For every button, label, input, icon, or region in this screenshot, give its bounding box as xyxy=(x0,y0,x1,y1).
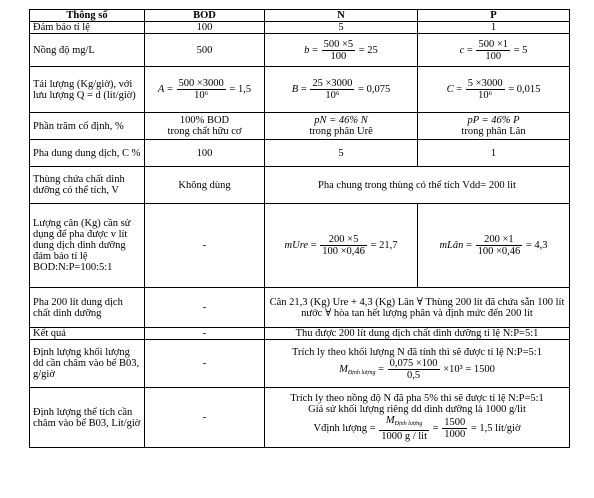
row-mix xyxy=(30,288,570,328)
row-weigh xyxy=(30,204,570,288)
fraction: $\frac{0,075 \times 100}{0,5}$ xyxy=(389,357,438,381)
row-label: Nồng độ mg/L xyxy=(30,34,145,67)
row-mass-dosing xyxy=(30,340,570,388)
cell-n: B = $\frac{25 \times 3000}{\text{10⁶}}$ = 0,075 xyxy=(265,67,418,113)
row-label: Thùng chứa chất dinh dưỡng có thể tích, V xyxy=(30,167,145,204)
fraction: $\frac{5 \times 3000}{\text{10⁶}}$ xyxy=(467,78,503,101)
cell-bod: A = $\frac{500 \times 3000}{\text{10⁶}}$ = 1,5 xyxy=(145,67,265,113)
fraction: $\frac{M_{Định lượng}}{\text{1000 g / lit}}$ xyxy=(381,415,428,442)
cell-n: mUre = $\frac{200 \times 5}{100 \times 0,46}$ = 21,7 xyxy=(265,204,418,288)
row-label: Pha dung dung dịch, C % xyxy=(30,140,145,167)
cell-bod: 100% BOD trong chất hữu cơ xyxy=(145,113,265,140)
row-load xyxy=(30,67,570,113)
cell-bod: 500 xyxy=(145,34,265,67)
cell-p: 1 xyxy=(418,140,570,167)
fraction: $\frac{1500}{1000}$ xyxy=(444,417,466,440)
cell-merged: Cân 21,3 (Kg) Ure + 4,3 (Kg) Lân ∀ Thùng 200 lít đã chứa sẵn 100 lít nước ∀ hòa tan hết lượng phân và định mức đến 200 lít xyxy=(265,288,570,328)
cell-bod: - xyxy=(145,328,265,340)
row-label: Định lượng thể tích cần châm vào bể B03, Lít/giờ xyxy=(30,388,145,448)
row-label: Lượng cân (Kg) cần sử dụng để pha được v lít dung dịch dinh dưỡng đảm bảo tỉ lệ BOD:N:P=100:5:1 xyxy=(30,204,145,288)
cell-p: 1 xyxy=(418,22,570,34)
cell-bod: - xyxy=(145,388,265,448)
cell-bod: Không dùng xyxy=(145,167,265,204)
row-label: Tải lượng (Kg/giờ), với lưu lượng Q = d (lít/giờ) xyxy=(30,67,145,113)
cell-p: pP = 46% P trong phân Lân xyxy=(418,113,570,140)
header-bod: BOD xyxy=(145,10,265,22)
fraction: $\frac{500 \times 3000}{\text{10⁶}}$ xyxy=(178,78,224,101)
cell-bod: - xyxy=(145,204,265,288)
row-concentration xyxy=(30,34,570,67)
cell-merged: Pha chung trong thùng có thể tích Vdd= 200 lit xyxy=(265,167,570,204)
nutrient-table xyxy=(29,9,570,448)
row-percent xyxy=(30,113,570,140)
header-row xyxy=(30,10,570,22)
cell-p: mLân = $\frac{200 \times 1}{100 \times 0,46}$ = 4,3 xyxy=(418,204,570,288)
cell-n: 5 xyxy=(265,22,418,34)
cell-p: C = $\frac{5 \times 3000}{\text{10⁶}}$ = 0,015 xyxy=(418,67,570,113)
header-p: P xyxy=(418,10,570,22)
cell-merged: Thu được 200 lít dung dịch chất dinh dưỡng tỉ lệ N:P=5:1 xyxy=(265,328,570,340)
row-volume-dosing xyxy=(30,388,570,448)
fraction: $\frac{25 \times 3000}{\text{10⁶}}$ xyxy=(312,78,353,101)
mass-formula: $M_{Định lượng}$ = $\frac{0,075 \times 100}{0,5}$ ×10³ = 1500 xyxy=(339,357,495,381)
fraction: $\frac{200 \times 1}{100 \times 0,46}$ xyxy=(477,234,521,257)
fraction: $\frac{200 \times 5}{100 \times 0,46}$ xyxy=(322,234,365,257)
row-tank xyxy=(30,167,570,204)
fraction: $\frac{500 \times 1}{100}$ xyxy=(478,38,508,62)
row-label: Kết quả xyxy=(30,328,145,340)
cell-n: b = $\frac{500 \times 5}{100}$ = 25 xyxy=(265,34,418,67)
header-param: Thông số xyxy=(30,10,145,22)
cell-merged: Trích ly theo khối lượng N đã tính thì sẽ được tỉ lệ N:P=5:1 $M_{Định lượng}$ = $\frac{0,075 \times 100}{0,5}$ ×10³ = 1500 xyxy=(265,340,570,388)
fraction: $\frac{500 \times 5}{100}$ xyxy=(323,38,354,62)
cell-bod: - xyxy=(145,288,265,328)
cell-n: 5 xyxy=(265,140,418,167)
row-label: Pha 200 lít dung dịch chất dinh dưỡng xyxy=(30,288,145,328)
row-label: Định lượng khối lượng dd cần châm vào bể B03, g/giờ xyxy=(30,340,145,388)
volume-formula: Vđịnh lượng = $\frac{M_{Định lượng}}{\text{1000 g / lit}}$ = $\frac{1500}{1000}$ = 1,5 lít/giờ xyxy=(313,415,521,442)
row-dilution xyxy=(30,140,570,167)
cell-bod: - xyxy=(145,340,265,388)
cell-n: pN = 46% N trong phân Urê xyxy=(265,113,418,140)
cell-bod: 100 xyxy=(145,22,265,34)
cell-merged: Trích ly theo nồng độ N đã pha 5% thì sẽ được tỉ lệ N:P=5:1 Giả sử khối lượng riêng dd dinh dưỡng là 1000 g/lit Vđịnh lượng = $\frac{M_{Định lượng}}{\text{1000 g / lit}}$ = $\frac{1500}{1000}$ = 1,5 lít/giờ xyxy=(265,388,570,448)
header-n: N xyxy=(265,10,418,22)
row-label: Phần trăm cố định, % xyxy=(30,113,145,140)
row-label: Đảm bảo tỉ lệ xyxy=(30,22,145,34)
row-ratio xyxy=(30,22,570,34)
cell-bod: 100 xyxy=(145,140,265,167)
row-result xyxy=(30,328,570,340)
cell-p: c = $\frac{500 \times 1}{100}$ = 5 xyxy=(418,34,570,67)
